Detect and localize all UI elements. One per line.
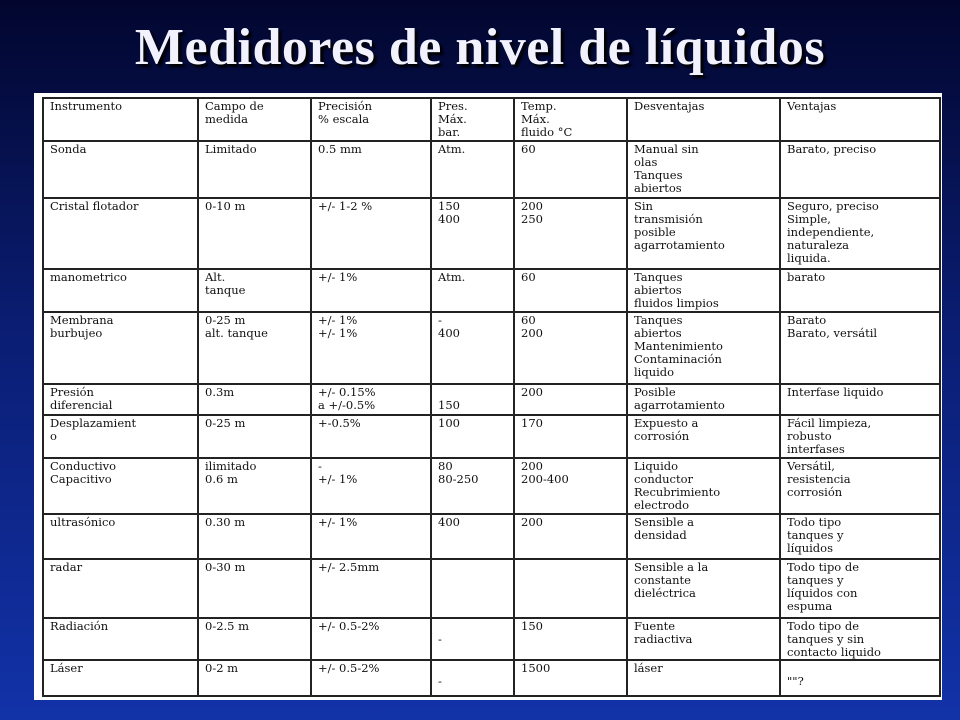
table-cell: +/- 1% <box>311 514 431 559</box>
table-row <box>43 269 940 312</box>
slide-title: Medidores de nivel de líquidos <box>134 19 826 76</box>
table-cell: Sensible a densidad <box>627 514 780 559</box>
table-cell: Todo tipo de tanques y sin contacto liquido <box>780 618 940 660</box>
table-cell: 200 250 <box>514 198 627 268</box>
table-cell: barato <box>780 269 940 312</box>
table-cell: 80 80-250 <box>431 458 514 514</box>
header-desventajas: Desventajas <box>627 98 780 141</box>
table-cell: 150 <box>431 384 514 415</box>
table-row <box>43 660 940 696</box>
table-cell: Atm. <box>431 269 514 312</box>
table-cell: 0-2 m <box>198 660 311 696</box>
table-cell: Interfase liquido <box>780 384 940 415</box>
table-cell: Barato Barato, versátil <box>780 312 940 384</box>
table-cell: ""? <box>780 660 940 696</box>
header-instrumento: Instrumento <box>43 98 198 141</box>
table-cell: 60 <box>514 141 627 198</box>
table-cell: Expuesto a corrosión <box>627 415 780 457</box>
table-cell: Radiación <box>43 618 198 660</box>
table-cell: Manual sin olas Tanques abiertos <box>627 141 780 198</box>
table-cell: Cristal flotador <box>43 198 198 268</box>
table-cell: Fuente radiactiva <box>627 618 780 660</box>
table-cell: +/- 0.5-2% <box>311 618 431 660</box>
table-row <box>43 141 940 198</box>
table-cell: Desplazamient o <box>43 415 198 457</box>
table-cell: radar <box>43 559 198 617</box>
table-cell: 0-10 m <box>198 198 311 268</box>
table-cell: - 400 <box>431 312 514 384</box>
table-cell: Todo tipo de tanques y líquidos con espuma <box>780 559 940 617</box>
table-cell: - <box>431 660 514 696</box>
table-cell: ultrasónico <box>43 514 198 559</box>
table-cell: 1500 <box>514 660 627 696</box>
table-cell: - <box>431 618 514 660</box>
table-cell: 60 200 <box>514 312 627 384</box>
table-sheet <box>34 93 942 700</box>
table-cell: Alt. tanque <box>198 269 311 312</box>
table-header-row <box>43 98 940 141</box>
table-cell: 0-25 m alt. tanque <box>198 312 311 384</box>
table-cell <box>431 559 514 617</box>
table-cell: 150 400 <box>431 198 514 268</box>
table-cell: Membrana burbujeo <box>43 312 198 384</box>
table-cell: Tanques abiertos fluidos limpios <box>627 269 780 312</box>
table-cell: 170 <box>514 415 627 457</box>
table-row <box>43 198 940 268</box>
table-cell: +/- 2.5mm <box>311 559 431 617</box>
table-cell: 0.30 m <box>198 514 311 559</box>
table-cell: 200 <box>514 384 627 415</box>
table-cell: +-0.5% <box>311 415 431 457</box>
table-cell: Sin transmisión posible agarrotamiento <box>627 198 780 268</box>
table-row <box>43 415 940 457</box>
table-cell: Sensible a la constante dieléctrica <box>627 559 780 617</box>
table-cell: Todo tipo tanques y líquidos <box>780 514 940 559</box>
table-cell: +/- 0.15% a +/-0.5% <box>311 384 431 415</box>
table-cell: Liquido conductor Recubrimiento electrodo <box>627 458 780 514</box>
table-cell: +/- 1% +/- 1% <box>311 312 431 384</box>
table-cell: Barato, preciso <box>780 141 940 198</box>
table-cell: ilimitado 0.6 m <box>198 458 311 514</box>
level-meter-table <box>42 97 941 697</box>
table-row <box>43 618 940 660</box>
table-cell: Sonda <box>43 141 198 198</box>
table-cell: 200 <box>514 514 627 559</box>
table-cell: +/- 1% <box>311 269 431 312</box>
table-cell: Versátil, resistencia corrosión <box>780 458 940 514</box>
table-row <box>43 312 940 384</box>
table-cell: Presión diferencial <box>43 384 198 415</box>
header-ventajas: Ventajas <box>780 98 940 141</box>
table-cell: Láser <box>43 660 198 696</box>
table-row <box>43 514 940 559</box>
table-cell: +/- 1-2 % <box>311 198 431 268</box>
table-cell: Seguro, preciso Simple, independiente, naturaleza liquida. <box>780 198 940 268</box>
table-cell: 0-25 m <box>198 415 311 457</box>
table-cell: - +/- 1% <box>311 458 431 514</box>
table-cell: 150 <box>514 618 627 660</box>
table-cell: 400 <box>431 514 514 559</box>
table-cell: manometrico <box>43 269 198 312</box>
table-cell: Posible agarrotamiento <box>627 384 780 415</box>
table-row <box>43 559 940 617</box>
table-cell: +/- 0.5-2% <box>311 660 431 696</box>
table-cell <box>514 559 627 617</box>
table-cell: 0.5 mm <box>311 141 431 198</box>
table-cell: 60 <box>514 269 627 312</box>
table-cell: Tanques abiertos Mantenimiento Contaminación liquido <box>627 312 780 384</box>
table-row <box>43 384 940 415</box>
header-campo-medida: Campo de medida <box>198 98 311 141</box>
table-cell: 200 200-400 <box>514 458 627 514</box>
table-cell: Conductivo Capacitivo <box>43 458 198 514</box>
table-cell: Fácil limpieza, robusto interfases <box>780 415 940 457</box>
header-precision: Precisión % escala <box>311 98 431 141</box>
header-presion-max: Pres. Máx. bar. <box>431 98 514 141</box>
table-cell: 0-2.5 m <box>198 618 311 660</box>
table-cell: 100 <box>431 415 514 457</box>
header-temp-max: Temp. Máx. fluido °C <box>514 98 627 141</box>
table-cell: Atm. <box>431 141 514 198</box>
table-cell: 0.3m <box>198 384 311 415</box>
table-cell: Limitado <box>198 141 311 198</box>
table-cell: láser <box>627 660 780 696</box>
table-cell: 0-30 m <box>198 559 311 617</box>
table-row <box>43 458 940 514</box>
